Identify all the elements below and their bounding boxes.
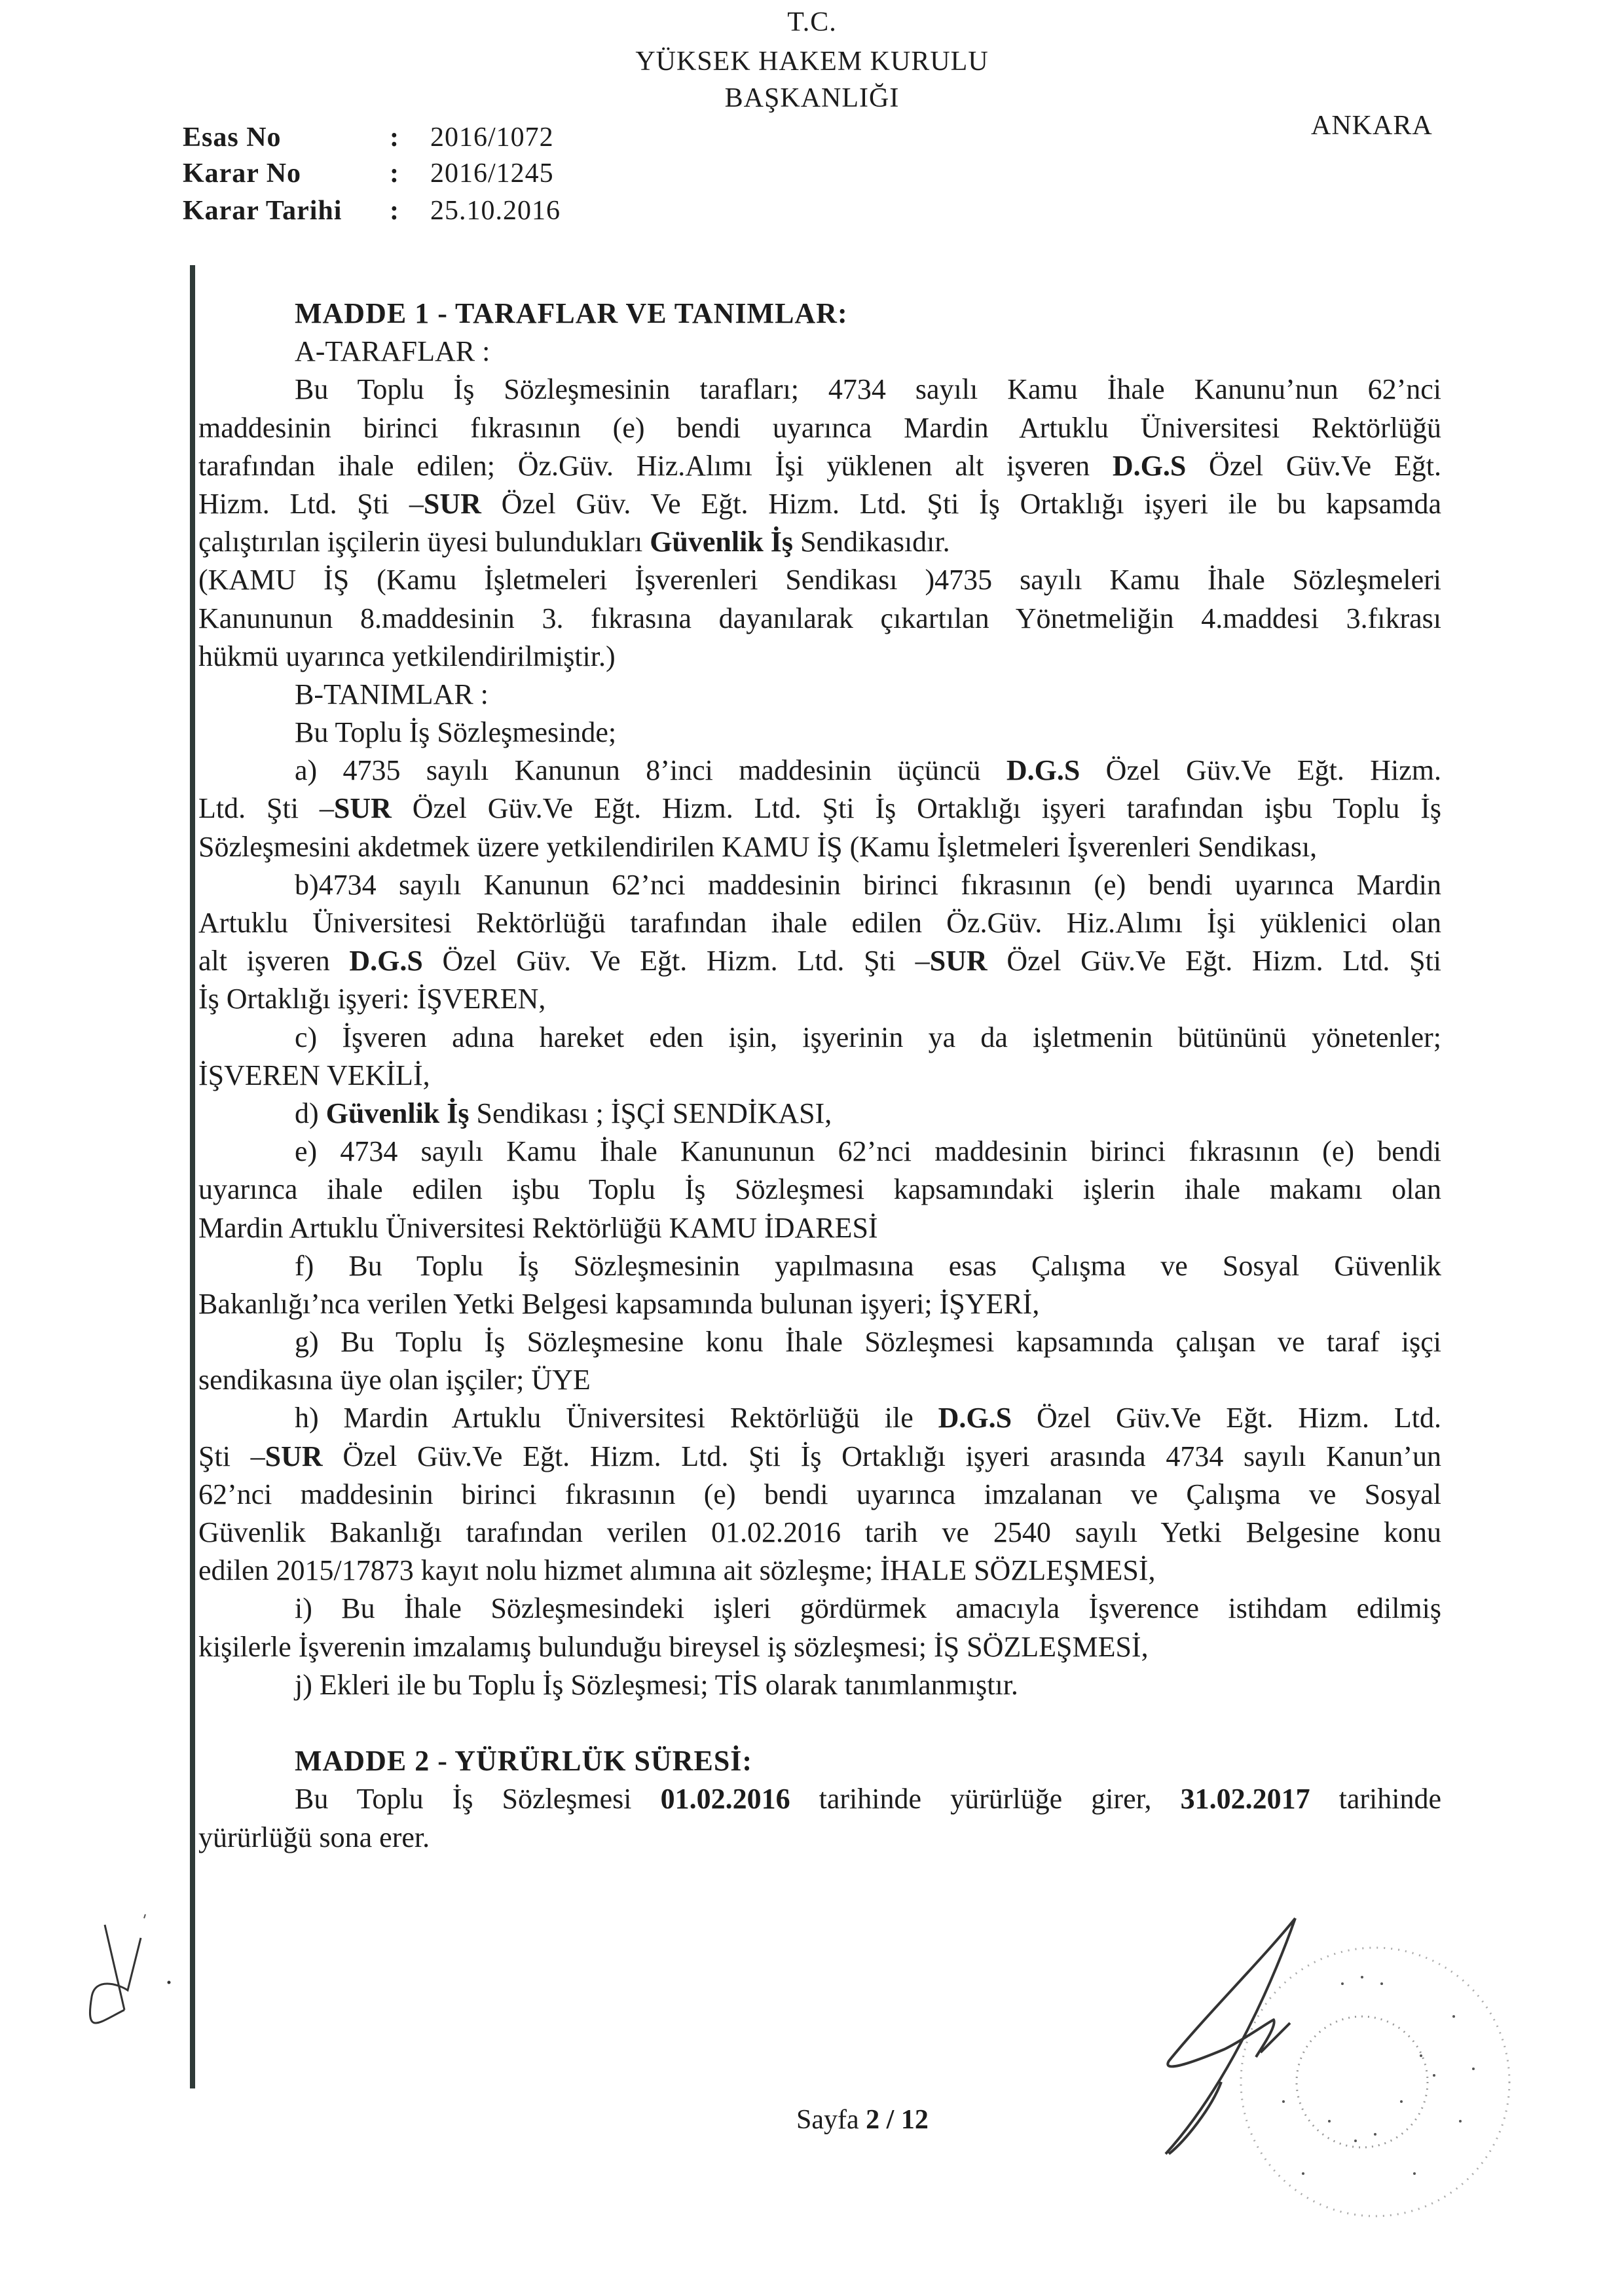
definition-i [198, 1590, 1441, 1666]
text-line [198, 1361, 1441, 1399]
definition-a [198, 752, 1441, 866]
bold-text: D.G.S [1006, 754, 1080, 787]
text-segment: edilen 2015/17873 kayıt nolu hizmet alımına ait sözleşme; İHALE SÖZLEŞMESİ, [198, 1554, 1156, 1587]
document-body [198, 295, 1441, 1857]
text-line [198, 371, 1441, 409]
institution-header: YÜKSEK HAKEM KURULU [635, 46, 989, 77]
text-line [198, 1514, 1441, 1552]
text-segment: yürürlüğü sona erer. [198, 1821, 430, 1853]
bold-text: 31.02.2017 [1180, 1783, 1310, 1815]
definition-d [198, 1095, 1441, 1133]
text-line [198, 1247, 1441, 1285]
text-line [198, 1019, 1441, 1057]
bold-text: Güvenlik İş [325, 1097, 470, 1129]
margin-bar [190, 265, 195, 2088]
text-line [198, 1133, 1441, 1171]
text-segment: Artuklu Üniversitesi Rektörlüğü tarafından ihale edilen Öz.Güv. Hiz.Alımı İşi yüklenici olan [198, 907, 1441, 939]
meta-label: Karar Tarihi [183, 196, 342, 226]
meta-value: 2016/1245 [430, 158, 554, 189]
signature-stroke [1166, 1918, 1295, 2154]
text-line [198, 1285, 1441, 1323]
text-segment: Bakanlığı’nca verilen Yetki Belgesi kapsamında bulunan işyeri; İŞYERİ, [198, 1287, 1040, 1320]
meta-colon: : [390, 122, 399, 153]
page-prefix: Sayfa [796, 2105, 859, 2135]
madde-2-paragraph [198, 1780, 1441, 1856]
text-segment: Mardin Artuklu Üniversitesi Rektörlüğü KAMU İDARESİ [198, 1211, 878, 1244]
text-line [198, 1438, 1441, 1476]
text-segment: h) Mardin Artuklu Üniversitesi Rektörlüğü ile [295, 1402, 938, 1434]
text-line [198, 1819, 1441, 1857]
section-a-heading: A-TARAFLAR : [295, 335, 490, 368]
text-segment: b)4734 sayılı Kanunun 62’nci maddesinin birinci fıkrasının (e) bendi uyarınca Mardin [295, 868, 1441, 901]
text-line [198, 752, 1441, 790]
text-line: hükmü uyarınca yetkilendirilmiştir.) [198, 640, 616, 672]
text-segment: İş Ortaklığı işyeri: İŞVEREN, [198, 983, 546, 1015]
text-segment: İŞVEREN VEKİLİ, [198, 1059, 430, 1091]
text-segment: tarihinde yürürlüğe girer, [790, 1783, 1181, 1815]
text-line [198, 866, 1441, 904]
text-segment: g) Bu Toplu İş Sözleşmesine konu İhale Sözleşmesi kapsamında çalışan ve taraf işçi [295, 1326, 1441, 1358]
text-segment: a) 4735 sayılı Kanunun 8’inci maddesinin üçüncü [295, 754, 1006, 787]
meta-colon: : [390, 158, 399, 189]
bold-text: SUR [265, 1440, 323, 1472]
page-total: 12 [900, 2105, 929, 2135]
text-segment: f) Bu Toplu İş Sözleşmesinin yapılmasına esas Çalışma ve Sosyal Güvenlik [295, 1249, 1441, 1282]
text-segment: Şti – [198, 1440, 265, 1472]
text-segment: Bu Toplu İş Sözleşmesinin tarafları; 4734 sayılı Kamu İhale Kanunu’nun 62’nci [295, 373, 1441, 406]
department-header: BAŞKANLIĞI [724, 83, 900, 113]
definition-f [198, 1247, 1441, 1323]
page-current: 2 [866, 2105, 880, 2135]
text-segment: tarihinde [1310, 1783, 1442, 1815]
text-line [198, 1590, 1441, 1628]
bold-text: SUR [423, 487, 481, 520]
madde-2-heading: MADDE 2 - YÜRÜRLÜK SÜRESİ: [295, 1745, 753, 1777]
text-line [198, 1171, 1441, 1209]
page-number [796, 2104, 929, 2136]
text-line [198, 1628, 1441, 1666]
text-segment: Özel Güv.Ve Eğt. Hizm. Ltd. [1012, 1402, 1441, 1434]
text-segment: 62’nci maddesinin birinci fıkrasının (e) bendi uyarınca imzalanan ve Çalışma ve Sosyal [198, 1478, 1441, 1510]
definition-h [198, 1399, 1441, 1590]
text-line [198, 1780, 1441, 1818]
text-segment: sendikasına üye olan işçiler; ÜYE [198, 1364, 591, 1396]
text-segment: çalıştırılan işçilerin üyesi bulundukları [198, 526, 650, 558]
text-line [198, 1476, 1441, 1514]
definition-j [198, 1666, 1441, 1704]
bold-text: D.G.S [1112, 449, 1187, 482]
section-a-paragraph [198, 371, 1441, 561]
page-separator: / [879, 2105, 901, 2135]
definition-c [198, 1019, 1441, 1095]
text-line [198, 942, 1441, 980]
country-header: T.C. [787, 7, 837, 37]
text-segment: Özel Güv.Ve Eğt. Hizm. Ltd. Şti İş Ortaklığı işyeri arasında 4734 sayılı Kanun’un [322, 1440, 1441, 1472]
text-segment: alt işveren [198, 945, 350, 977]
text-segment: Sendikası ; İŞÇİ SENDİKASI, [469, 1097, 832, 1129]
text-segment: Özel Güv.Ve Eğt. Hizm. [1080, 754, 1442, 787]
kamu-is-paragraph [198, 561, 1441, 676]
bold-text: SUR [929, 945, 987, 977]
text-line [198, 828, 1441, 866]
text-segment: Ltd. Şti – [198, 792, 334, 825]
signature-and-stamp-icon [1146, 1886, 1513, 2226]
text-line [198, 409, 1441, 447]
text-segment: uyarınca ihale edilen işbu Toplu İş Sözleşmesi kapsamındaki işlerin ihale makamı olan [198, 1173, 1441, 1206]
definition-b [198, 866, 1441, 1019]
text-segment: Özel Güv.Ve Eğt. Hizm. Ltd. Şti İş Ortaklığı işyeri tarafından işbu Toplu İş [391, 792, 1441, 825]
text-segment: i) Bu İhale Sözleşmesindeki işleri gördürmek amacıyla İşverence istihdam edilmiş [295, 1592, 1441, 1625]
text-line [198, 1552, 1441, 1590]
text-segment: Sendikasıdır. [793, 526, 950, 558]
text-line [198, 904, 1441, 942]
text-segment: kişilerle İşverenin imzalamış bulunduğu bireysel iş sözleşmesi; İŞ SÖZLEŞMESİ, [198, 1630, 1149, 1663]
city-label: ANKARA [1311, 111, 1433, 141]
definition-g [198, 1323, 1441, 1399]
text-segment: Hizm. Ltd. Şti – [198, 487, 424, 520]
bold-text: D.G.S [938, 1402, 1012, 1434]
initials-signature-icon [79, 1912, 196, 2043]
definition-e [198, 1133, 1441, 1247]
text-line [198, 1399, 1441, 1437]
text-line [198, 1209, 1441, 1247]
text-line [198, 485, 1441, 523]
text-segment: Sözleşmesini akdetmek üzere yetkilendirilen KAMU İŞ (Kamu İşletmeleri İşverenleri Sendikası, [198, 830, 1318, 863]
text-segment: Özel Güv.Ve Eğt. Hizm. Ltd. Şti [987, 945, 1441, 977]
text-line [198, 1323, 1441, 1361]
meta-label: Karar No [183, 158, 302, 189]
bold-text: D.G.S [349, 945, 423, 977]
text-segment: c) İşveren adına hareket eden işin, işyerinin ya da işletmenin bütününü yönetenler; [295, 1021, 1441, 1053]
meta-value: 2016/1072 [430, 122, 554, 153]
text-segment: Özel Güv.Ve Eğt. [1186, 449, 1442, 482]
text-segment: j) Ekleri ile bu Toplu İş Sözleşmesi; TİS olarak tanımlanmıştır. [295, 1668, 1018, 1701]
text-segment: tarafından ihale edilen; Öz.Güv. Hiz.Alımı İşi yüklenen alt işveren [198, 449, 1113, 482]
text-segment: Özel Güv. Ve Eğt. Hizm. Ltd. Şti – [422, 945, 930, 977]
bold-text: 01.02.2016 [660, 1783, 790, 1815]
text-line [198, 1057, 1441, 1095]
section-b-heading: B-TANIMLAR : [295, 678, 489, 710]
meta-colon: : [390, 196, 399, 226]
text-segment: Güvenlik Bakanlığı tarafından verilen 01.02.2016 tarih ve 2540 sayılı Yetki Belgesine konu [198, 1516, 1441, 1548]
bold-text: SUR [333, 792, 392, 825]
text-line [198, 980, 1441, 1018]
stamp-icon [1241, 1948, 1509, 2216]
meta-label: Esas No [183, 122, 282, 153]
spacer [198, 1704, 1441, 1742]
section-b-intro: Bu Toplu İş Sözleşmesinde; [295, 716, 617, 749]
text-segment: Özel Güv. Ve Eğt. Hizm. Ltd. Şti İş Ortaklığı işyeri ile bu kapsamda [481, 487, 1441, 520]
text-line [198, 1095, 1441, 1133]
text-line [198, 447, 1441, 485]
bold-text: Güvenlik İş [650, 526, 794, 558]
text-line [198, 523, 1441, 561]
madde-1-heading: MADDE 1 - TARAFLAR VE TANIMLAR: [295, 297, 848, 329]
text-line: (KAMU İŞ (Kamu İşletmeleri İşverenleri Sendikası )4735 sayılı Kamu İhale Sözleşmeleri [198, 564, 1441, 596]
text-segment: maddesinin birinci fıkrasının (e) bendi uyarınca Mardin Artuklu Üniversitesi Rektörlüğü [198, 411, 1441, 444]
text-segment: d) [295, 1097, 326, 1129]
meta-value: 25.10.2016 [430, 196, 561, 226]
text-line: Kanununun 8.maddesinin 3. fıkrasına dayanılarak çıkartılan Yönetmeliğin 4.maddesi 3.fıkrası [198, 602, 1441, 634]
text-segment: Bu Toplu İş Sözleşmesi [295, 1783, 661, 1815]
text-line [198, 1666, 1441, 1704]
text-line [198, 790, 1441, 828]
text-segment: e) 4734 sayılı Kamu İhale Kanununun 62’nci maddesinin birinci fıkrasının (e) bendi [295, 1135, 1441, 1168]
